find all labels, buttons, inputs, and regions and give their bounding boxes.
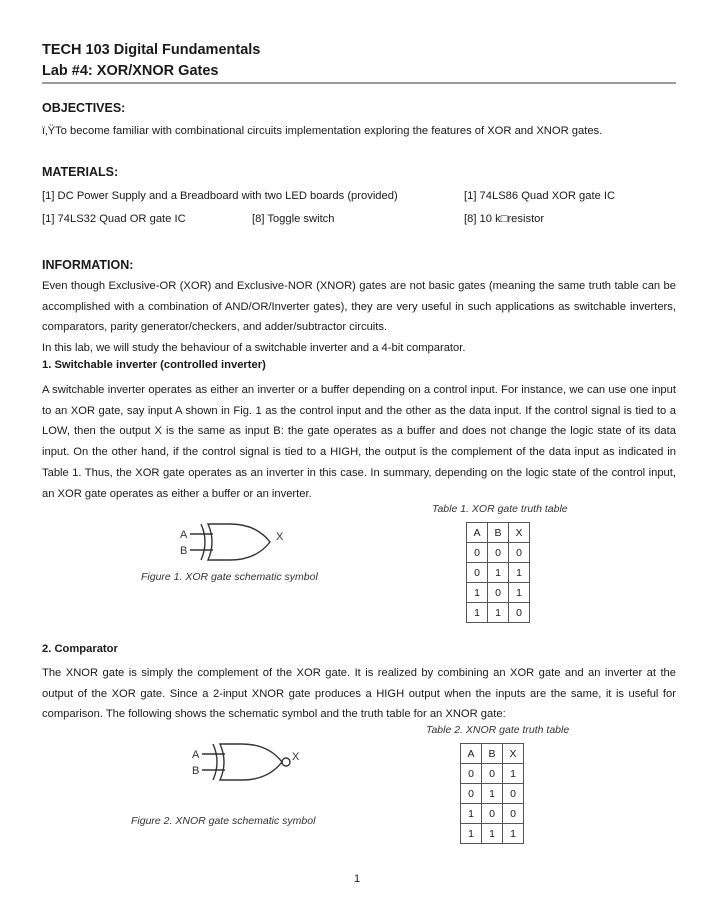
table-cell: 1 (482, 824, 503, 844)
table-row (461, 764, 524, 784)
table-cell: 0 (509, 543, 530, 563)
document-title: TECH 103 Digital Fundamentals (42, 42, 261, 58)
page-number: 1 (353, 873, 361, 885)
table-cell: 1 (467, 603, 488, 623)
objectives-heading: OBJECTIVES: (42, 101, 126, 115)
table-cell: 0 (503, 784, 524, 804)
material-item: [1] 74LS32 Quad OR gate IC (42, 213, 186, 225)
table-row (467, 603, 530, 623)
table-header-row (467, 523, 530, 543)
table-cell: 0 (461, 784, 482, 804)
xnor-gate-body (220, 744, 282, 780)
table-cell: 1 (503, 824, 524, 844)
input-a-label: A (180, 529, 188, 541)
xnor-input-curve (213, 744, 217, 780)
output-x-label: X (276, 531, 284, 543)
table-cell: 1 (461, 824, 482, 844)
material-item: [1] 74LS86 Quad XOR gate IC (464, 190, 616, 202)
xor-truth-table (466, 522, 530, 623)
xor-input-curve (201, 524, 205, 560)
output-x-label: X (292, 751, 300, 763)
table2-caption: Table 2. XNOR gate truth table (426, 724, 570, 736)
table-cell: 1 (467, 583, 488, 603)
table-header-row (461, 744, 524, 764)
section1-heading: 1. Switchable inverter (controlled inverter) (42, 359, 266, 371)
table-cell: 0 (467, 543, 488, 563)
header-cell: A (461, 744, 482, 764)
table-cell: 0 (488, 543, 509, 563)
table-cell: 0 (461, 764, 482, 784)
table-row (461, 784, 524, 804)
xor-gate-symbol (178, 520, 298, 565)
material-item: [8] Toggle switch (252, 213, 335, 225)
table-cell: 0 (482, 804, 503, 824)
figure1-caption: Figure 1. XOR gate schematic symbol (141, 571, 318, 583)
table-cell: 1 (503, 764, 524, 784)
input-b-label: B (192, 765, 200, 777)
information-study: In this lab, we will study the behaviour of a switchable inverter and a 4-bit comparator. (42, 342, 466, 354)
xnor-gate-symbol (190, 740, 310, 785)
table-cell: 1 (488, 603, 509, 623)
inversion-bubble (282, 758, 290, 766)
section2-text: The XNOR gate is simply the complement of the XOR gate. It is realized by combining an XOR gate and an inverter at the output of the XOR gate. Since a 2-input XNOR gate produces a HIGH output when the inputs are the same, it is useful for comparison. The following shows the schematic symbol and the truth table for an XNOR gate: (42, 667, 676, 721)
figure2-caption: Figure 2. XNOR gate schematic symbol (131, 815, 316, 827)
material-item: [8] 10 k□resistor (464, 213, 545, 225)
table-cell: 0 (467, 563, 488, 583)
lab-title: Lab #4: XOR/XNOR Gates (42, 63, 219, 79)
header-cell: B (482, 744, 503, 764)
xnor-truth-table (460, 743, 524, 844)
table-row (467, 543, 530, 563)
input-b-label: B (180, 545, 188, 557)
table-cell: 0 (509, 603, 530, 623)
information-intro: Even though Exclusive-OR (XOR) and Exclusive-NOR (XNOR) gates are not basic gates (meaning the same truth table can be accomplished with a combination of AND/OR/Inverter gates), they are very useful in such applications as switchable inverters, comparators, parity generator/checkers, and adder/subtractor circuits. (42, 280, 676, 334)
material-item: [1] DC Power Supply and a Breadboard with two LED boards (provided) (42, 190, 398, 202)
header-divider (42, 82, 676, 84)
table-cell: 1 (482, 784, 503, 804)
table-row (461, 804, 524, 824)
section1-text: A switchable inverter operates as either an inverter or a buffer depending on a control input. For instance, we can use one input to an XOR gate, say input A shown in Fig. 1 as the control input and the other as the data input. If the control signal is tied to a LOW, then the output X is the same as input B: the gate operates as a buffer and does not change the logic state of its data input. On the other hand, if the control signal is tied to a HIGH, the output is the complement of the data input as indicated in Table 1. Thus, the XOR gate operates as an inverter in this case. In summary, depending on the logic state of the control input, an XOR gate operates as either a buffer or an inverter. (42, 384, 676, 500)
table-cell: 1 (509, 563, 530, 583)
table-row (461, 824, 524, 844)
information-heading: INFORMATION: (42, 258, 134, 272)
header-cell: X (503, 744, 524, 764)
input-a-label: A (192, 749, 200, 761)
table-row (467, 583, 530, 603)
table-cell: 0 (488, 583, 509, 603)
materials-heading: MATERIALS: (42, 165, 119, 179)
table-cell: 0 (482, 764, 503, 784)
header-cell: X (509, 523, 530, 543)
header-cell: B (488, 523, 509, 543)
xor-gate-body (208, 524, 270, 560)
objectives-text: ï‚ŸTo become familiar with combinational circuits implementation exploring the features of XOR and XNOR gates. (42, 125, 603, 137)
table-cell: 1 (509, 583, 530, 603)
table-row (467, 563, 530, 583)
table-cell: 0 (503, 804, 524, 824)
table1-caption: Table 1. XOR gate truth table (432, 503, 568, 515)
table-cell: 1 (461, 804, 482, 824)
section2-heading: 2. Comparator (42, 643, 118, 655)
table-cell: 1 (488, 563, 509, 583)
header-cell: A (467, 523, 488, 543)
